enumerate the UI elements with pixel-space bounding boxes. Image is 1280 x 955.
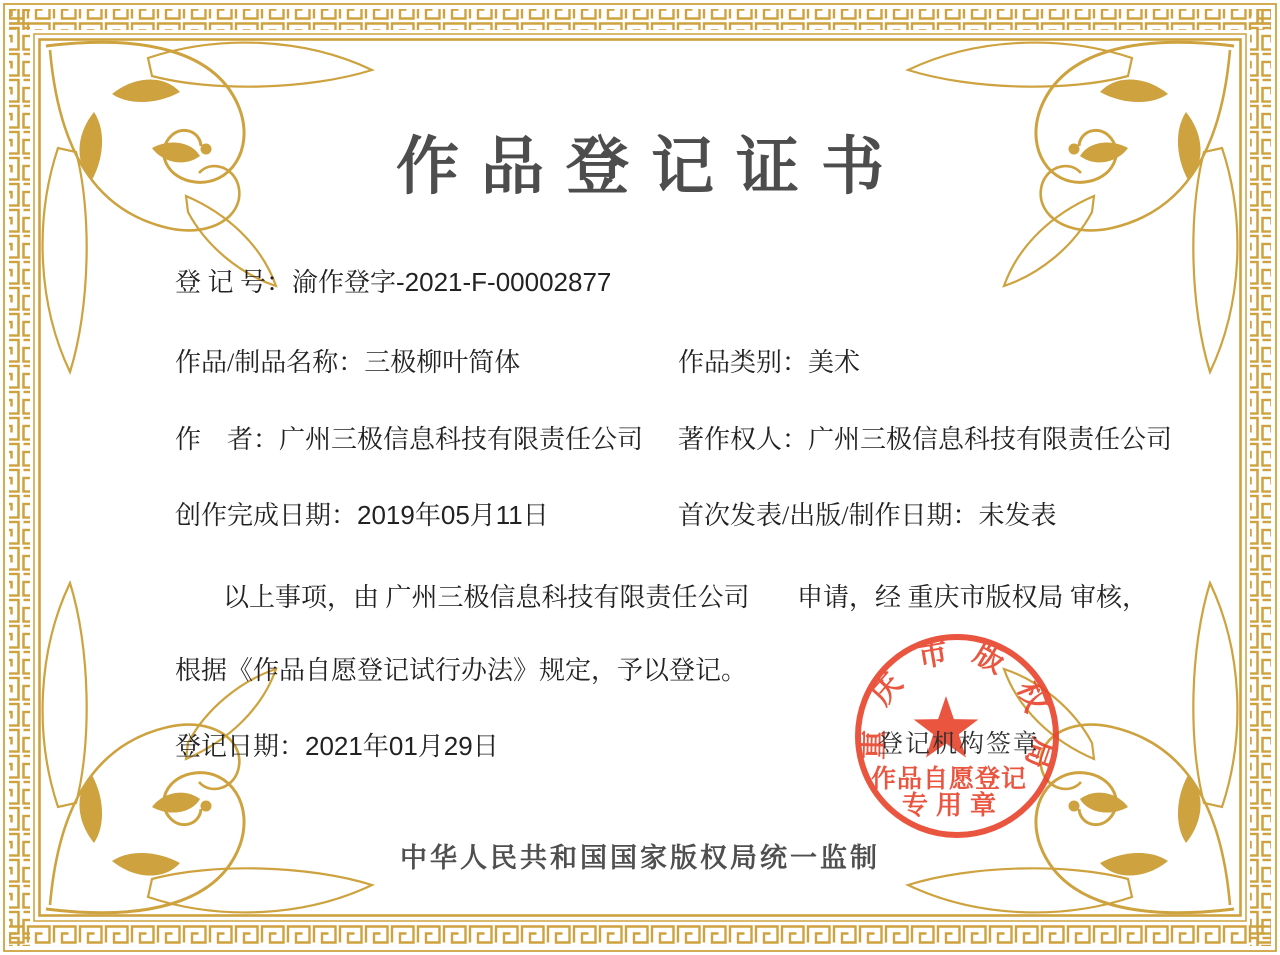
corner-ornament-top-left	[43, 42, 372, 372]
statement-line1-part2: 申请，经 重庆市版权局 审核，	[797, 583, 1149, 612]
field-copyright-owner-label: 著作权人：	[678, 425, 809, 454]
field-reg-date-value: 2021年01月29日	[305, 731, 499, 761]
field-work-name-label: 作品/制品名称：	[175, 348, 365, 377]
field-work-name	[175, 342, 520, 379]
field-first-publish-value: 未发表	[978, 501, 1057, 530]
field-author-value: 广州三极信息科技有限责任公司	[279, 425, 644, 454]
registration-signature-label: 登记机构签章	[878, 731, 1041, 758]
field-creation-date-label: 创作完成日期：	[175, 501, 358, 530]
field-first-publish-label: 首次发表/出版/制作日期：	[678, 501, 979, 530]
field-reg-no	[175, 262, 611, 299]
field-creation-date	[175, 495, 549, 532]
field-first-publish	[678, 495, 1056, 532]
seal-bottom-line2: 专用章	[901, 790, 1005, 820]
field-copyright-owner	[678, 419, 1172, 456]
statement-line2: 根据《作品自愿登记试行办法》规定，予以登记。	[175, 656, 748, 685]
greek-key-band-top	[9, 9, 1271, 30]
field-work-category-label: 作品类别：	[678, 348, 809, 377]
corner-ornament-top-right	[908, 42, 1237, 372]
field-work-name-value: 三极柳叶简体	[364, 348, 521, 377]
field-author-label: 作 者：	[175, 425, 280, 454]
field-copyright-owner-value: 广州三极信息科技有限责任公司	[808, 425, 1173, 454]
statement-line1-part1: 以上事项，由 广州三极信息科技有限责任公司	[223, 583, 750, 612]
field-work-category-value: 美术	[808, 348, 861, 377]
seal-bottom-line1: 作品自愿登记	[870, 765, 1028, 793]
certificate-footer: 中华人民共和国国家版权局统一监制	[400, 843, 880, 873]
seal-arc-text: 重庆市版权局	[856, 633, 1060, 793]
field-work-category	[678, 342, 860, 379]
field-reg-no-label: 登 记 号：	[175, 268, 293, 297]
field-reg-no-value: 渝作登字-2021-F-00002877	[292, 267, 612, 297]
field-creation-date-value: 2019年05月11日	[357, 500, 549, 530]
field-author	[175, 419, 643, 456]
field-reg-date	[175, 726, 499, 763]
field-reg-date-label: 登记日期：	[175, 732, 306, 761]
certificate-title: 作品登记证书	[396, 132, 906, 202]
greek-key-band-bottom	[9, 925, 1271, 946]
